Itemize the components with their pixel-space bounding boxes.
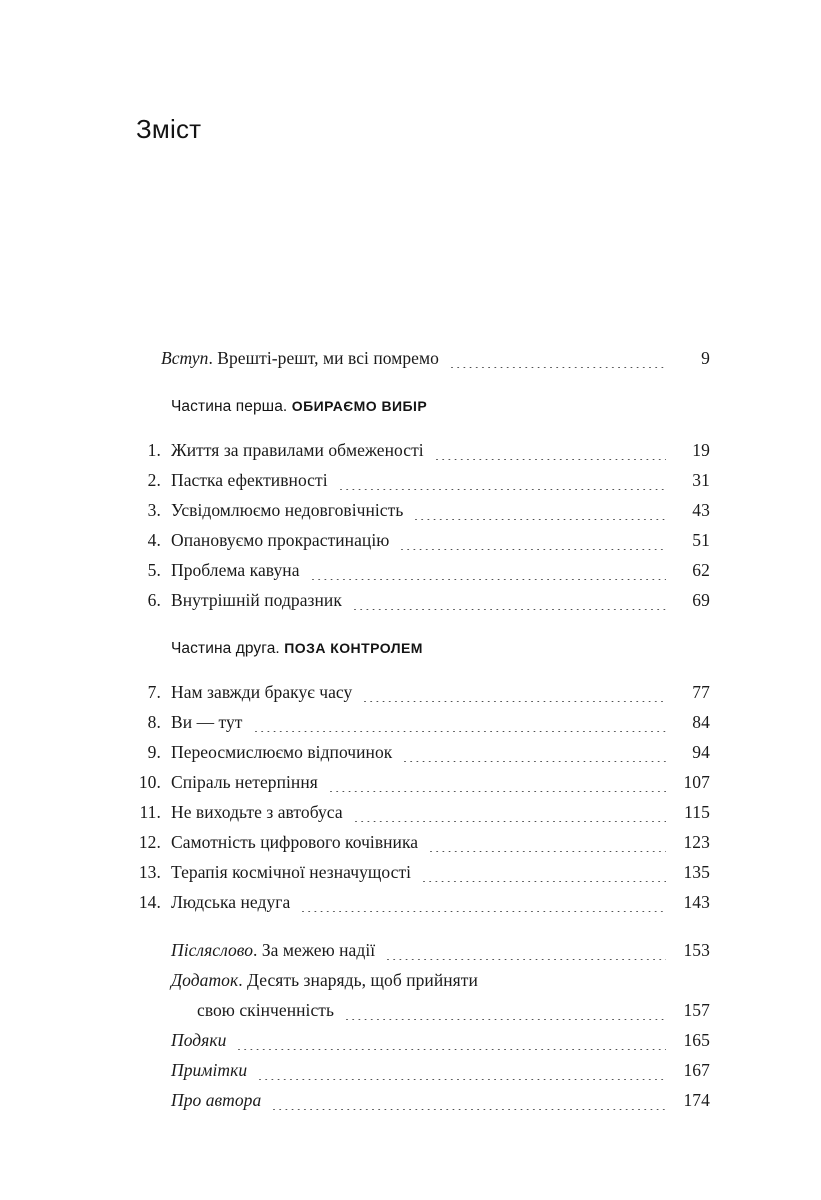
entry-title: Самотність цифрового кочівника (171, 832, 419, 852)
entry-number: 3. (147, 500, 161, 520)
entry-page-number: 157 (683, 1000, 710, 1020)
entry-page-number: 174 (683, 1090, 710, 1110)
dot-leader (451, 367, 666, 368)
toc-entry-intro[interactable] (131, 348, 710, 378)
entry-page-number: 153 (683, 940, 710, 960)
entry-number: 10. (138, 772, 161, 792)
table-row[interactable] (131, 772, 710, 802)
dot-leader (255, 731, 666, 732)
table-of-contents (0, 348, 821, 1120)
entry-title: Переосмислюємо відпочинок (171, 742, 393, 762)
dot-leader (387, 959, 666, 960)
entry-number: 6. (147, 590, 161, 610)
table-row[interactable] (131, 802, 710, 832)
dot-leader (355, 821, 666, 822)
entry-title: Усвідомлюємо недовговічність (171, 500, 404, 520)
table-row[interactable] (131, 682, 710, 712)
entry-page-number: 94 (692, 742, 710, 762)
entry-page-number: 167 (683, 1060, 710, 1080)
entry-page-number: 77 (692, 682, 710, 702)
entry-number: 4. (147, 530, 161, 550)
entry-title: Ви — тут (171, 712, 243, 732)
dot-leader (273, 1109, 666, 1110)
table-row[interactable] (131, 470, 710, 500)
entry-page-number: 123 (683, 832, 710, 852)
entry-page-number: 43 (692, 500, 710, 520)
entry-page-number: 84 (692, 712, 710, 732)
dot-leader (238, 1049, 666, 1050)
part-heading-name: ПОЗА КОНТРОЛЕМ (284, 640, 423, 656)
dot-leader (401, 549, 666, 550)
entry-page-number: 19 (692, 440, 710, 460)
part-heading-lead: Частина друга. (171, 640, 280, 657)
entry-title (171, 970, 478, 991)
entry-title: Опановуємо прокрастинацію (171, 530, 390, 550)
dot-leader (430, 851, 666, 852)
entry-title: Спіраль нетерпіння (171, 772, 318, 792)
table-row[interactable] (131, 530, 710, 560)
dot-leader (404, 761, 666, 762)
table-row[interactable] (131, 590, 710, 620)
entry-page-number: 115 (684, 802, 710, 822)
entry-title: Подяки (171, 1030, 227, 1050)
toc-entry-appendix[interactable] (131, 970, 710, 1000)
entry-page-number: 135 (683, 862, 710, 882)
dot-leader (423, 881, 666, 882)
entry-title: Пастка ефективності (171, 470, 328, 490)
toc-entry-afterword[interactable] (131, 940, 710, 970)
entry-number: 14. (138, 892, 161, 912)
page-title: Зміст (136, 114, 202, 144)
entry-page-number: 107 (683, 772, 710, 792)
entry-title: Про автора (171, 1090, 262, 1110)
entry-page-number: 165 (683, 1030, 710, 1050)
entry-number: 13. (138, 862, 161, 882)
table-row[interactable] (131, 560, 710, 590)
entry-number: 5. (147, 560, 161, 580)
dot-leader (330, 791, 666, 792)
dot-leader (364, 701, 666, 702)
table-row[interactable] (131, 862, 710, 892)
entry-title: Примітки (171, 1060, 248, 1080)
entry-number: 11. (139, 802, 161, 822)
toc-entry-about-author[interactable] (131, 1090, 710, 1120)
entry-title: Життя за правилами обмеженості (171, 440, 424, 460)
table-row[interactable] (131, 712, 710, 742)
table-row[interactable] (131, 440, 710, 470)
entry-title: Не виходьте з автобуса (171, 802, 343, 822)
dot-leader (340, 489, 666, 490)
entry-number: 8. (147, 712, 161, 732)
part-heading-name: ОБИРАЄМО ВИБІР (291, 398, 428, 414)
part-heading-one (131, 398, 710, 428)
entry-page-number: 31 (692, 470, 710, 490)
part-heading-two (131, 640, 710, 670)
entry-page-number: 69 (692, 590, 710, 610)
entry-number: 7. (147, 682, 161, 702)
entry-title: Людська недуга (171, 892, 291, 912)
entry-page-number: 143 (683, 892, 710, 912)
entry-title-rest: . За межею надії (253, 940, 376, 960)
entry-title (161, 348, 439, 369)
entry-number: 9. (147, 742, 161, 762)
entry-title-italic-prefix: Додаток (171, 970, 239, 990)
entry-page-number: 62 (692, 560, 710, 580)
entry-title: Терапія космічної незначущості (171, 862, 412, 882)
dot-leader (354, 609, 666, 610)
dot-leader (415, 519, 666, 520)
part-heading-text (171, 640, 423, 658)
part-heading-text (171, 398, 427, 416)
entry-title: Внутрішній подразник (171, 590, 342, 610)
dot-leader (436, 459, 666, 460)
table-row[interactable] (131, 892, 710, 922)
entry-title (171, 940, 375, 961)
entry-title-italic-prefix: Вступ (161, 348, 209, 368)
dot-leader (312, 579, 666, 580)
entry-page-number: 51 (692, 530, 710, 550)
entry-number: 2. (147, 470, 161, 490)
table-row[interactable] (131, 742, 710, 772)
dot-leader (302, 911, 666, 912)
dot-leader (346, 1019, 666, 1020)
toc-entry-notes[interactable] (131, 1060, 710, 1090)
entry-title-rest: . Врешті-решт, ми всі помремо (208, 348, 439, 368)
part-heading-lead: Частина перша. (171, 398, 288, 415)
toc-entry-acknowledgements[interactable] (131, 1030, 710, 1060)
entry-page-number: 9 (701, 348, 710, 368)
table-row[interactable] (131, 832, 710, 862)
entry-title-line2: свою скінченність (197, 1000, 335, 1020)
entry-title-italic-prefix: Післяслово (171, 940, 254, 960)
dot-leader (259, 1079, 666, 1080)
entry-number: 12. (138, 832, 161, 852)
toc-entry-appendix-continuation[interactable] (131, 1000, 710, 1030)
entry-title-rest: . Десять знарядь, щоб прийняти (238, 970, 478, 990)
entry-number: 1. (147, 440, 161, 460)
table-row[interactable] (131, 500, 710, 530)
entry-title: Проблема кавуна (171, 560, 300, 580)
dot-leader (490, 989, 666, 990)
entry-title: Нам завжди бракує часу (171, 682, 353, 702)
